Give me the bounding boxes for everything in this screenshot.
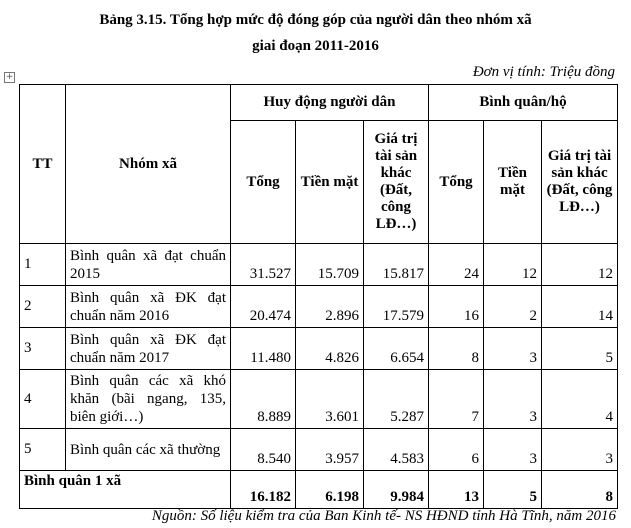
row-avg-total: 24 <box>429 244 484 286</box>
summary-total: 16.182 <box>231 471 296 509</box>
row-total: 20.474 <box>231 286 296 328</box>
row-avg-other: 5 <box>542 328 618 370</box>
row-avg-other: 12 <box>542 244 618 286</box>
header-avg-cash: Tiền mặt <box>484 121 542 244</box>
source-note: Nguồn: Số liệu kiểm tra của Ban Kinh tế- NS HĐND tỉnh Hà Tĩnh, năm 2016 <box>151 508 616 524</box>
summary-avg-total: 13 <box>429 471 484 509</box>
table-row <box>20 429 618 471</box>
row-cash: 15.709 <box>296 244 364 286</box>
row-other: 17.579 <box>364 286 429 328</box>
summary-avg-other: 8 <box>542 471 618 509</box>
row-cash: 3.957 <box>296 429 364 471</box>
row-avg-total: 7 <box>429 370 484 429</box>
row-avg-cash: 3 <box>484 429 542 471</box>
row-tt: 2 <box>20 286 66 328</box>
summary-avg-cash: 5 <box>484 471 542 509</box>
row-group-name: Bình quân các xã thường <box>66 429 231 471</box>
row-other: 15.817 <box>364 244 429 286</box>
row-avg-other: 14 <box>542 286 618 328</box>
table-title-period: giai đoạn 2011-2016 <box>252 38 379 54</box>
row-other: 5.287 <box>364 370 429 429</box>
row-avg-cash: 2 <box>484 286 542 328</box>
summary-cash: 6.198 <box>296 471 364 509</box>
row-avg-total: 8 <box>429 328 484 370</box>
row-group-name: Bình quân xã ĐK đạt chuẩn năm 2016 <box>66 286 231 328</box>
summary-row <box>20 471 618 509</box>
row-total: 8.540 <box>231 429 296 471</box>
row-other: 6.654 <box>364 328 429 370</box>
row-tt: 5 <box>20 429 66 471</box>
table-row <box>20 370 618 429</box>
header-avg-other-assets: Giá trị tài sản khác (Đất, công LĐ…) <box>542 121 618 244</box>
row-total: 11.480 <box>231 328 296 370</box>
header-cash: Tiền mặt <box>296 121 364 244</box>
summary-label: Bình quân 1 xã <box>20 471 231 509</box>
row-tt: 4 <box>20 370 66 429</box>
table-row <box>20 328 618 370</box>
row-total: 8.889 <box>231 370 296 429</box>
header-total: Tổng <box>231 121 296 244</box>
row-cash: 2.896 <box>296 286 364 328</box>
unit-note: Đơn vị tính: Triệu đồng <box>472 64 615 80</box>
row-avg-cash: 3 <box>484 328 542 370</box>
row-avg-total: 6 <box>429 429 484 471</box>
header-other-assets: Giá trị tài sản khác (Đất, công LĐ…) <box>364 121 429 244</box>
row-group-name: Bình quân các xã khó khăn (bãi ngang, 135, biên giới…) <box>66 370 231 429</box>
row-avg-cash: 3 <box>484 370 542 429</box>
row-cash: 3.601 <box>296 370 364 429</box>
header-mobilization: Huy động người dân <box>231 85 429 121</box>
row-group-name: Bình quân xã đạt chuẩn 2015 <box>66 244 231 286</box>
row-avg-total: 16 <box>429 286 484 328</box>
row-tt: 1 <box>20 244 66 286</box>
table-row <box>20 244 618 286</box>
row-tt: 3 <box>20 328 66 370</box>
table-row <box>20 286 618 328</box>
header-avg-total: Tổng <box>429 121 484 244</box>
header-average: Bình quân/hộ <box>429 85 618 121</box>
row-avg-other: 3 <box>542 429 618 471</box>
table-title: Bảng 3.15. Tổng hợp mức độ đóng góp của người dân theo nhóm xã <box>99 12 532 28</box>
row-total: 31.527 <box>231 244 296 286</box>
header-tt: TT <box>20 85 66 244</box>
row-avg-other: 4 <box>542 370 618 429</box>
contribution-table <box>19 84 618 509</box>
row-avg-cash: 12 <box>484 244 542 286</box>
header-row-1 <box>20 85 618 121</box>
row-cash: 4.826 <box>296 328 364 370</box>
summary-other: 9.984 <box>364 471 429 509</box>
table-move-handle-icon[interactable]: + <box>5 72 14 82</box>
header-group: Nhóm xã <box>66 85 231 244</box>
row-group-name: Bình quân xã ĐK đạt chuẩn năm 2017 <box>66 328 231 370</box>
row-other: 4.583 <box>364 429 429 471</box>
